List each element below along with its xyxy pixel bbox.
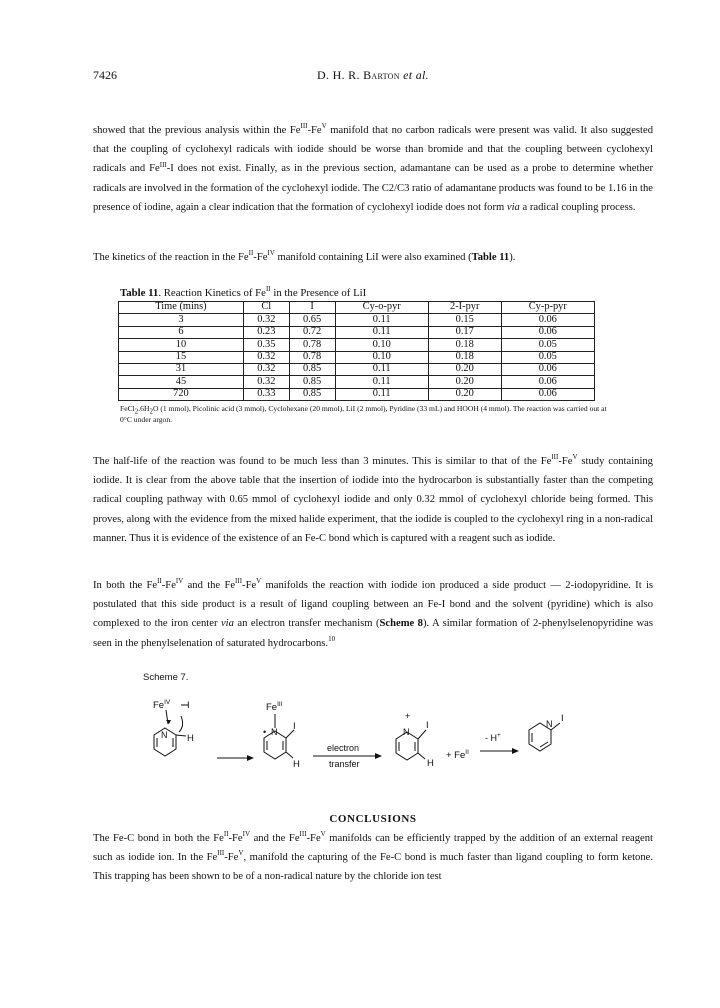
table-cell: 0.06 [501, 326, 594, 338]
iron-iii-complex [264, 714, 294, 759]
table-row [119, 351, 595, 363]
table-cell: 6 [119, 326, 244, 338]
table-cell: 0.17 [428, 326, 501, 338]
table-cell: 0.11 [335, 326, 428, 338]
kinetics-table [118, 301, 595, 401]
table-row [119, 326, 595, 338]
table-cell: 0.78 [289, 339, 335, 351]
table-cell: 0.72 [289, 326, 335, 338]
table-cell: 0.11 [335, 388, 428, 400]
body-paragraph-3: The half-life of the reaction was found to be much less than 3 minutes. This is similar to that of the $Fe^{III}-Fe^V$ study containing iodide. It is clear from the above table that the insertion of iodide into the hydrocarbon is substantially faster than the competing radical coupling pathway with 0.65 mmol of cyclohexyl iodide and only 0.32 mmol of cyclohexyl chloride being formed. This proves, along with the evidence from the mixed halide experiment, that the iodide is coupled to the cyclohexyl ring in a non-radical manner. Thus it is evidence of the existence of an Fe-C bond which is captured with a reagent such as iodide. [93, 453, 653, 544]
table-cell: 0.65 [289, 314, 335, 326]
electron-label: electron [327, 743, 360, 753]
svg-text:I: I [187, 700, 190, 711]
table-cell: 0.35 [243, 339, 289, 351]
table-cell: 0.20 [428, 388, 501, 400]
fe-iv-label: $Fe^{IV}$ [153, 699, 171, 711]
svg-text:•: • [263, 727, 267, 737]
svg-text:H: H [427, 758, 434, 769]
scheme-label: Scheme 7. [143, 672, 189, 683]
table-cell: 0.18 [428, 351, 501, 363]
table-cell: 0.85 [289, 376, 335, 388]
table-cell: 0.11 [335, 314, 428, 326]
table-cell: 0.20 [428, 363, 501, 375]
column-header: Time (mins) [119, 302, 244, 314]
table-cell: 0.06 [501, 363, 594, 375]
table-cell: 15 [119, 351, 244, 363]
table-cell: 0.11 [335, 363, 428, 375]
minus-proton-label: - H+ [485, 732, 501, 743]
scheme-reference: Scheme 8 [379, 618, 423, 630]
table-cell: 0.23 [243, 326, 289, 338]
table-cell: 0.78 [289, 351, 335, 363]
transfer-label: transfer [329, 759, 360, 769]
running-head-authors: D. H. R. Barton et al. [317, 68, 429, 82]
table-cell: 0.85 [289, 363, 335, 375]
table-cell: 0.06 [501, 376, 594, 388]
table-cell: 720 [119, 388, 244, 400]
svg-text:H: H [293, 759, 300, 770]
svg-text:I: I [293, 721, 296, 732]
conclusions-paragraph: The Fe-C bond in both the $Fe^{II}-Fe^{IV}$ and the $Fe^{III}-Fe^V$ manifolds can be efficiently trapped by the addition of an external reagent such as iodide ion. In the $Fe^{III}-Fe^V$, manifold the capturing of the Fe-C bond is much faster than ligand coupling to form ketone. This trapping has been shown to be of a non-radical nature by the chloride ion test [93, 830, 653, 883]
iron-iv-complex [154, 705, 188, 756]
table-cell: 0.20 [428, 376, 501, 388]
table-row [119, 388, 595, 400]
conclusions-heading: CONCLUSIONS [329, 813, 417, 825]
table-cell: 0.32 [243, 376, 289, 388]
table-cell: 0.05 [501, 351, 594, 363]
pyridinium-intermediate [396, 730, 426, 760]
table-cell: 0.18 [428, 339, 501, 351]
page-number: 7426 [93, 68, 117, 82]
svg-text:N: N [403, 727, 410, 737]
table-11 [118, 287, 608, 425]
table-cell: 0.06 [501, 314, 594, 326]
iodopyridine-product [529, 723, 560, 751]
running-head [93, 68, 653, 84]
svg-text:H: H [187, 733, 194, 744]
table-cell: 0.33 [243, 388, 289, 400]
table-row [119, 339, 595, 351]
column-header: Cy-o-pyr [335, 302, 428, 314]
table-caption: Table 11. Reaction Kinetics of $Fe^{II}$ in the Presence of LiI [120, 285, 367, 299]
svg-text:N: N [546, 719, 553, 729]
svg-text:I: I [561, 713, 564, 724]
table-cell: 31 [119, 363, 244, 375]
svg-text:N: N [161, 730, 168, 740]
table-header-row [119, 302, 595, 314]
table-cell: 0.32 [243, 363, 289, 375]
table-row [119, 314, 595, 326]
body-paragraph-1: showed that the previous analysis within the $Fe^{III}-Fe^V$ manifold that no carbon radicals were present was valid. It also suggested that the coupling of cyclohexyl radicals with iodide should be worse than bromide and that the coupling between cyclohexyl radicals and $Fe^{III}-I$ does not exist. Finally, as in the previous section, adamantane can be used as a probe to determine whether radicals are involved in the formation of the cyclohexyl iodide. The C2/C3 ratio of adamantane products was found to be 1.16 in the presence of iodine, again a clear indication that the formation of cyclohexyl iodide does not form via a radical coupling process. [93, 122, 653, 213]
table-cell: 3 [119, 314, 244, 326]
column-header: I [289, 302, 335, 314]
table-cell: 0.10 [335, 339, 428, 351]
column-header: Cy-p-pyr [501, 302, 594, 314]
table-footnote: $FeCl_2.6H_2O$ (1 mmol), Picolinic acid (3 mmol), Cyclohexane (20 mmol), LiI (2 mmol), Pyridine (33 mL) and HOOH (4 mmol). The reaction was carried out at 0°C under argon. [120, 404, 607, 425]
citation-ref: 10 [328, 634, 336, 643]
svg-text:I: I [426, 720, 429, 731]
table-cell: 0.15 [428, 314, 501, 326]
table-cell: 45 [119, 376, 244, 388]
table-row [119, 363, 595, 375]
table-cell: 0.10 [335, 351, 428, 363]
table-cell: 0.32 [243, 351, 289, 363]
table-reference: Table 11 [471, 252, 510, 263]
table-body [119, 314, 595, 401]
table-cell: 0.06 [501, 388, 594, 400]
table-cell: 10 [119, 339, 244, 351]
fe-iii-label: $Fe^{III}$ [266, 701, 283, 713]
svg-text:+: + [405, 711, 411, 721]
table-row [119, 376, 595, 388]
body-paragraph-2: The kinetics of the reaction in the $Fe^{II}-Fe^{IV}$ manifold containing LiI were also examined (Table 11). [93, 249, 516, 263]
column-header: Cl [243, 302, 289, 314]
table-cell: 0.32 [243, 314, 289, 326]
fe-ii-byproduct: + $Fe^{II}$ [446, 749, 469, 761]
table-cell: 0.11 [335, 376, 428, 388]
body-paragraph-4: In both the $Fe^{II}-Fe^{IV}$ and the $Fe^{III}-Fe^V$ manifolds the reaction with iodide ion produced a side product — 2-iodopyridine. It is postulated that this side product is a result of ligand coupling between an Fe-I bond and the solvent (pyridine) which is also complexed to the iron center via an electron transfer mechanism (Scheme 8). A similar formation of 2-phenylselenopyridine was seen in the phenylselenation of saturated hydrocarbons.$^{10}$ [93, 577, 654, 649]
scheme-drawing [135, 688, 635, 792]
table-cell: 0.05 [501, 339, 594, 351]
reaction-scheme [135, 688, 635, 792]
svg-text:N: N [271, 727, 278, 737]
column-header: 2-I-pyr [428, 302, 501, 314]
table-cell: 0.85 [289, 388, 335, 400]
